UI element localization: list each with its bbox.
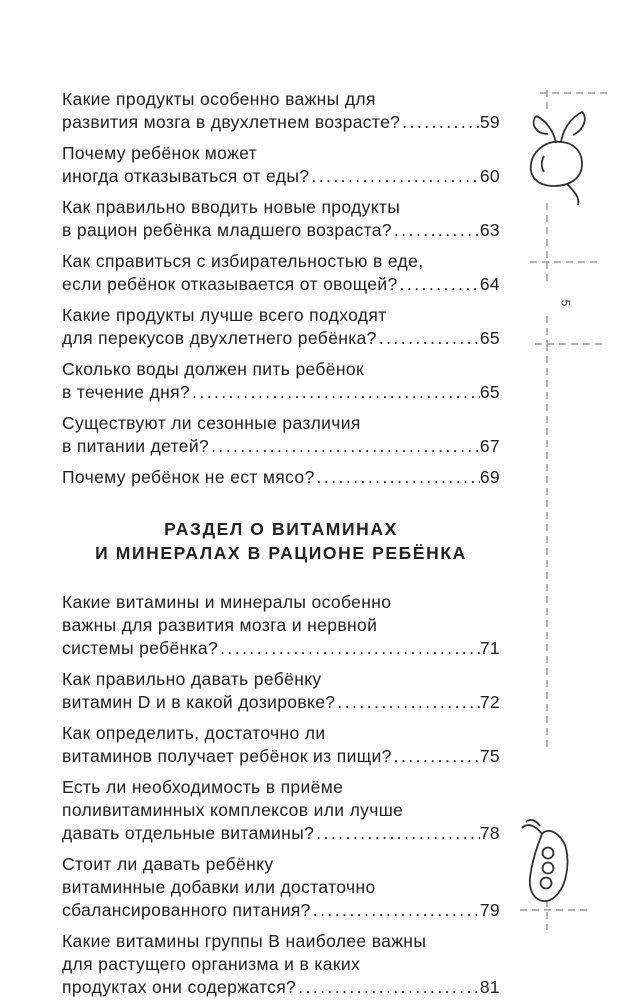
dot-leader [377, 327, 480, 350]
toc-entry-text: в рацион ребёнка младшего возраста? [62, 220, 392, 240]
toc-entry-text: в питании детей? [62, 436, 210, 456]
toc-entry-line: Какие витамины группы B наиболее важны [62, 931, 427, 951]
toc-entry-text: системы ребёнка? [62, 638, 219, 658]
toc-entry[interactable] [62, 412, 500, 458]
page-number: 5 [558, 299, 573, 307]
dot-leader [311, 899, 480, 922]
dot-leader [209, 435, 480, 458]
toc-entry-text: если ребёнок отказывается от овощей? [62, 274, 398, 294]
toc-page-number: 65 [479, 328, 500, 348]
toc-entry-line: Как правильно вводить новые продукты [62, 197, 401, 217]
toc-page-number: 64 [479, 274, 500, 294]
toc-page-number: 59 [479, 112, 500, 132]
toc-entry-last-line [62, 637, 500, 660]
toc-entry-text: в течение дня? [62, 382, 190, 402]
toc-page-number: 72 [479, 692, 500, 712]
toc-entry-line: витаминные добавки или достаточно [62, 877, 376, 897]
toc-entry-last-line [62, 111, 500, 134]
beet-icon [531, 112, 585, 205]
toc-entry[interactable] [62, 196, 500, 242]
toc-entry-text: сбалансированного питания? [62, 900, 311, 920]
toc-entry[interactable] [62, 722, 500, 768]
toc-page-number: 78 [479, 823, 500, 843]
dot-leader [392, 219, 480, 242]
dot-leader [218, 637, 480, 660]
toc-entry-last-line [62, 899, 500, 922]
toc-entry-text: продуктах они содержатся? [62, 977, 297, 997]
toc-entry-line: Есть ли необходимость в приёме [62, 777, 344, 797]
toc-entry[interactable] [62, 853, 500, 922]
toc-entry-line: Какие витамины и минералы особенно [62, 592, 392, 612]
toc-entry-text: Почему ребёнок не ест мясо? [62, 467, 315, 487]
toc-entry-last-line [62, 273, 500, 296]
toc-entry-last-line [62, 466, 500, 489]
toc-list-bottom [62, 591, 500, 999]
toc-entry-line: Почему ребёнок может [62, 143, 257, 163]
dot-leader [315, 466, 480, 489]
toc-entry-text: иногда отказываться от еды? [62, 166, 310, 186]
dot-leader [309, 165, 479, 188]
section-heading [62, 517, 500, 565]
dot-leader [392, 745, 480, 768]
pea-pod-icon [522, 820, 567, 901]
toc-entry-line: Как справиться с избирательностью в еде, [62, 251, 424, 271]
toc-entry-last-line [62, 165, 500, 188]
dot-leader [190, 381, 480, 404]
toc-page-number: 81 [479, 977, 500, 997]
toc-entry[interactable] [62, 88, 500, 134]
toc-entry-text: витамин D и в какой дозировке? [62, 692, 336, 712]
toc-entry-line: Сколько воды должен пить ребёнок [62, 359, 364, 379]
toc-entry-last-line [62, 691, 500, 714]
toc-entry-last-line [62, 822, 500, 845]
toc-entry[interactable] [62, 668, 500, 714]
toc-entry-line: важны для развития мозга и нервной [62, 615, 378, 635]
toc-entry-last-line [62, 219, 500, 242]
toc-entry-line: Какие продукты лучше всего подходят [62, 305, 387, 325]
toc-entry-line: Какие продукты особенно важны для [62, 89, 376, 109]
toc-entry-text: развития мозга в двухлетнем возрасте? [62, 112, 401, 132]
toc-list-top [62, 88, 500, 489]
toc-entry-text: давать отдельные витамины? [62, 823, 315, 843]
toc-entry-line: Как правильно давать ребёнку [62, 669, 322, 689]
toc-entry[interactable] [62, 776, 500, 845]
dot-leader [398, 273, 480, 296]
toc-entry-last-line [62, 745, 500, 768]
toc-entry[interactable] [62, 250, 500, 296]
section-heading-line-2: И МИНЕРАЛАХ В РАЦИОНЕ РЕБЁНКА [95, 543, 467, 563]
toc-entry[interactable] [62, 142, 500, 188]
toc-entry-line: Как определить, достаточно ли [62, 723, 326, 743]
toc-entry-last-line [62, 435, 500, 458]
toc-page-number: 71 [479, 638, 500, 658]
toc-page-number: 79 [479, 900, 500, 920]
dot-leader [314, 822, 480, 845]
toc-page-number: 67 [479, 436, 500, 456]
toc-entry-line: поливитаминных комплексов или лучше [62, 800, 404, 820]
toc-entry-last-line [62, 976, 500, 999]
toc-entry-line: для растущего организма и в каких [62, 954, 361, 974]
toc-entry-last-line [62, 327, 500, 350]
toc-entry[interactable] [62, 930, 500, 999]
toc-page-number: 69 [479, 467, 500, 487]
dot-leader [400, 111, 480, 134]
toc-entry[interactable] [62, 466, 500, 489]
toc-entry[interactable] [62, 591, 500, 660]
toc-entry[interactable] [62, 358, 500, 404]
toc-entry[interactable] [62, 304, 500, 350]
toc-page-number: 75 [479, 746, 500, 766]
dot-leader [296, 976, 480, 999]
toc-entry-text: витаминов получает ребёнок из пищи? [62, 746, 392, 766]
dot-leader [335, 691, 479, 714]
table-of-contents [62, 88, 500, 1007]
toc-page-number: 60 [479, 166, 500, 186]
toc-entry-text: для перекусов двухлетнего ребёнка? [62, 328, 377, 348]
toc-entry-last-line [62, 381, 500, 404]
toc-page-number: 63 [479, 220, 500, 240]
toc-entry-line: Существуют ли сезонные различия [62, 413, 361, 433]
toc-entry-line: Стоит ли давать ребёнку [62, 854, 274, 874]
toc-page-number: 65 [479, 382, 500, 402]
section-heading-line-1: РАЗДЕЛ О ВИТАМИНАХ [164, 519, 398, 539]
